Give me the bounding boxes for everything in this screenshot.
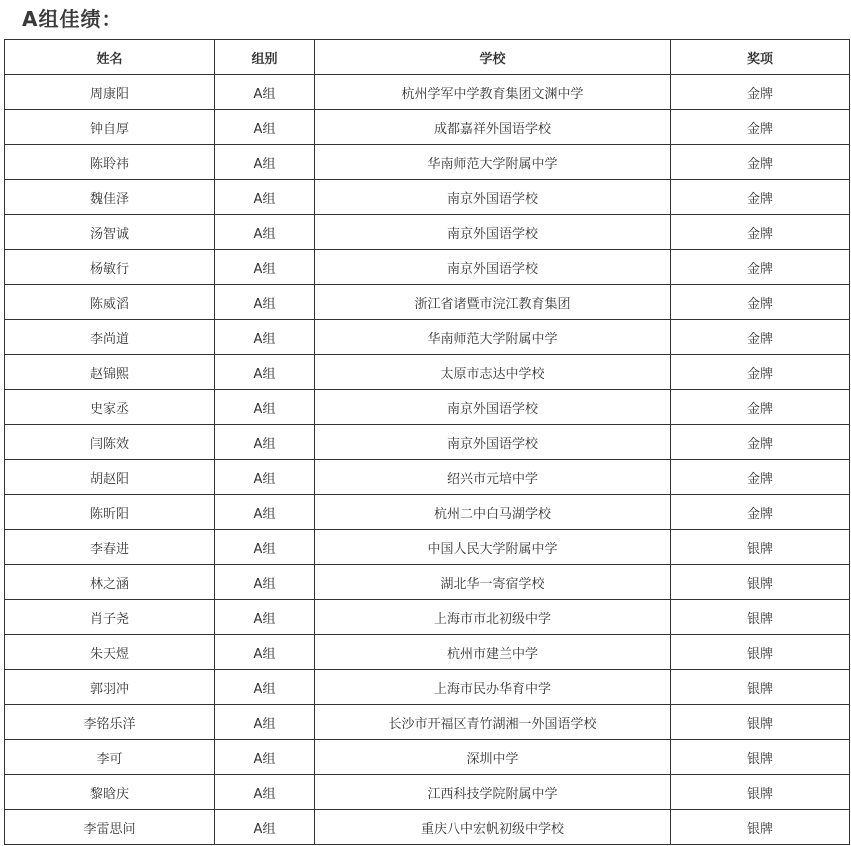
cell-award: 金牌 xyxy=(671,110,850,145)
cell-award: 金牌 xyxy=(671,250,850,285)
table-row xyxy=(5,110,850,145)
cell-name: 汤智诚 xyxy=(5,215,215,250)
cell-award: 金牌 xyxy=(671,215,850,250)
cell-group: A组 xyxy=(215,145,315,180)
cell-name: 李春进 xyxy=(5,530,215,565)
page-title: A组佳绩： xyxy=(22,7,123,31)
cell-group: A组 xyxy=(215,775,315,810)
cell-school: 杭州市建兰中学 xyxy=(315,635,671,670)
cell-school: 上海市市北初级中学 xyxy=(315,600,671,635)
results-table xyxy=(4,39,850,845)
cell-award: 金牌 xyxy=(671,180,850,215)
cell-group: A组 xyxy=(215,600,315,635)
cell-award: 银牌 xyxy=(671,530,850,565)
cell-school: 长沙市开福区青竹湖湘一外国语学校 xyxy=(315,705,671,740)
cell-name: 杨敏行 xyxy=(5,250,215,285)
table-row xyxy=(5,215,850,250)
cell-name: 黎晗庆 xyxy=(5,775,215,810)
cell-name: 魏佳泽 xyxy=(5,180,215,215)
cell-school: 上海市民办华育中学 xyxy=(315,670,671,705)
cell-name: 陈聆祎 xyxy=(5,145,215,180)
cell-name: 林之涵 xyxy=(5,565,215,600)
table-row xyxy=(5,635,850,670)
table-row xyxy=(5,775,850,810)
table-body xyxy=(5,75,850,845)
cell-name: 钟自厚 xyxy=(5,110,215,145)
header-group: 组别 xyxy=(215,40,315,75)
cell-award: 金牌 xyxy=(671,320,850,355)
cell-school: 浙江省诸暨市浣江教育集团 xyxy=(315,285,671,320)
cell-school: 杭州二中白马湖学校 xyxy=(315,495,671,530)
cell-group: A组 xyxy=(215,740,315,775)
cell-name: 李可 xyxy=(5,740,215,775)
cell-group: A组 xyxy=(215,355,315,390)
table-row xyxy=(5,810,850,845)
table-header-row xyxy=(5,40,850,75)
table-row xyxy=(5,145,850,180)
cell-name: 李铭乐洋 xyxy=(5,705,215,740)
table-row xyxy=(5,705,850,740)
cell-award: 银牌 xyxy=(671,670,850,705)
cell-group: A组 xyxy=(215,250,315,285)
cell-group: A组 xyxy=(215,180,315,215)
cell-name: 闫陈效 xyxy=(5,425,215,460)
cell-group: A组 xyxy=(215,285,315,320)
cell-school: 中国人民大学附属中学 xyxy=(315,530,671,565)
cell-name: 周康阳 xyxy=(5,75,215,110)
table-row xyxy=(5,530,850,565)
table-row xyxy=(5,180,850,215)
cell-school: 重庆八中宏帆初级中学校 xyxy=(315,810,671,845)
cell-award: 金牌 xyxy=(671,425,850,460)
table-row xyxy=(5,600,850,635)
cell-group: A组 xyxy=(215,75,315,110)
cell-name: 李雷思问 xyxy=(5,810,215,845)
table-row xyxy=(5,670,850,705)
cell-award: 金牌 xyxy=(671,355,850,390)
cell-name: 朱天煜 xyxy=(5,635,215,670)
table-row xyxy=(5,75,850,110)
cell-school: 太原市志达中学校 xyxy=(315,355,671,390)
cell-school: 南京外国语学校 xyxy=(315,250,671,285)
cell-group: A组 xyxy=(215,110,315,145)
header-award: 奖项 xyxy=(671,40,850,75)
cell-name: 肖子尧 xyxy=(5,600,215,635)
cell-name: 史家丞 xyxy=(5,390,215,425)
table-row xyxy=(5,320,850,355)
cell-name: 胡赵阳 xyxy=(5,460,215,495)
cell-group: A组 xyxy=(215,425,315,460)
cell-award: 银牌 xyxy=(671,635,850,670)
cell-school: 绍兴市元培中学 xyxy=(315,460,671,495)
cell-group: A组 xyxy=(215,390,315,425)
cell-school: 成都嘉祥外国语学校 xyxy=(315,110,671,145)
cell-award: 银牌 xyxy=(671,740,850,775)
table-row xyxy=(5,460,850,495)
cell-name: 赵锦熙 xyxy=(5,355,215,390)
cell-school: 江西科技学院附属中学 xyxy=(315,775,671,810)
table-row xyxy=(5,285,850,320)
table-row xyxy=(5,425,850,460)
cell-school: 湖北华一寄宿学校 xyxy=(315,565,671,600)
cell-award: 银牌 xyxy=(671,565,850,600)
cell-school: 深圳中学 xyxy=(315,740,671,775)
cell-award: 金牌 xyxy=(671,285,850,320)
cell-award: 银牌 xyxy=(671,600,850,635)
cell-name: 陈威滔 xyxy=(5,285,215,320)
table-row xyxy=(5,250,850,285)
cell-school: 南京外国语学校 xyxy=(315,180,671,215)
cell-award: 金牌 xyxy=(671,145,850,180)
cell-school: 华南师范大学附属中学 xyxy=(315,145,671,180)
cell-award: 银牌 xyxy=(671,705,850,740)
cell-group: A组 xyxy=(215,320,315,355)
cell-group: A组 xyxy=(215,565,315,600)
cell-award: 金牌 xyxy=(671,460,850,495)
table-row xyxy=(5,355,850,390)
cell-school: 华南师范大学附属中学 xyxy=(315,320,671,355)
cell-group: A组 xyxy=(215,705,315,740)
cell-award: 金牌 xyxy=(671,75,850,110)
cell-award: 银牌 xyxy=(671,775,850,810)
header-name: 姓名 xyxy=(5,40,215,75)
cell-school: 南京外国语学校 xyxy=(315,215,671,250)
cell-school: 南京外国语学校 xyxy=(315,425,671,460)
table-row xyxy=(5,390,850,425)
table-row xyxy=(5,565,850,600)
cell-group: A组 xyxy=(215,215,315,250)
cell-award: 金牌 xyxy=(671,495,850,530)
cell-award: 银牌 xyxy=(671,810,850,845)
cell-group: A组 xyxy=(215,810,315,845)
cell-group: A组 xyxy=(215,495,315,530)
cell-school: 杭州学军中学教育集团文渊中学 xyxy=(315,75,671,110)
table-row xyxy=(5,740,850,775)
cell-award: 金牌 xyxy=(671,390,850,425)
cell-school: 南京外国语学校 xyxy=(315,390,671,425)
cell-group: A组 xyxy=(215,670,315,705)
cell-name: 李尚道 xyxy=(5,320,215,355)
cell-group: A组 xyxy=(215,635,315,670)
cell-group: A组 xyxy=(215,530,315,565)
table-row xyxy=(5,495,850,530)
cell-group: A组 xyxy=(215,460,315,495)
cell-name: 陈昕阳 xyxy=(5,495,215,530)
header-school: 学校 xyxy=(315,40,671,75)
cell-name: 郭羽冲 xyxy=(5,670,215,705)
